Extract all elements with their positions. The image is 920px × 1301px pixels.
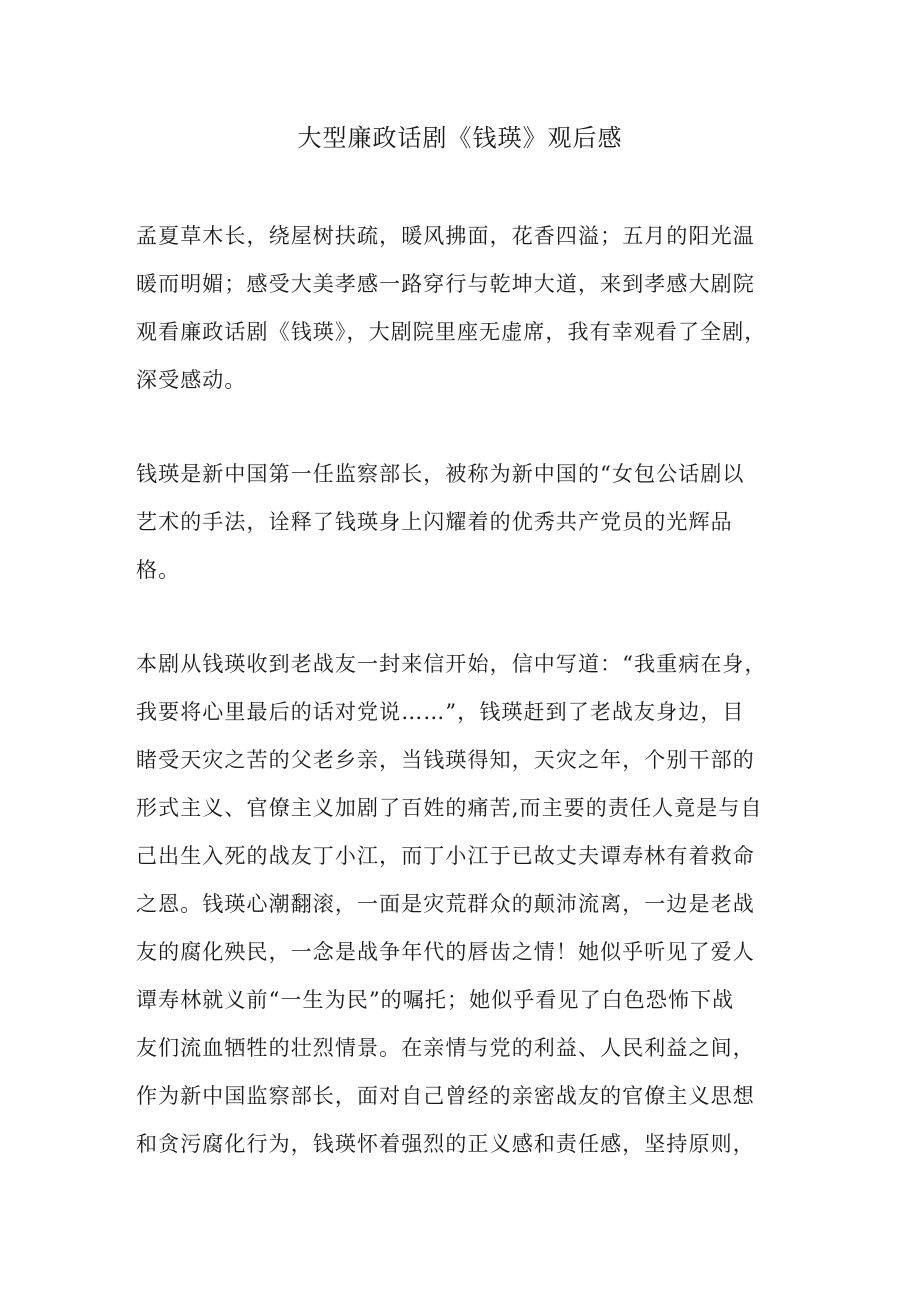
paragraph-line: 本剧从钱瑛收到老战友一封来信开始，信中写道：“我重病在身，: [136, 652, 767, 676]
paragraph-line: 友们流血牺牲的壮烈情景。在亲情与党的利益、人民利益之间，: [136, 1036, 755, 1060]
paragraph-line: 友的腐化殃民，一念是战争年代的唇齿之情！她似乎听见了爱人: [136, 940, 755, 964]
paragraph-line: 钱瑛是新中国第一任监察部长，被称为新中国的“女包公话剧以: [136, 462, 745, 486]
paragraph-line: 和贪污腐化行为，钱瑛怀着强烈的正义感和责任感，坚持原则，: [136, 1132, 755, 1156]
paragraph-line: 深受感动。: [136, 368, 247, 392]
paragraph-line: 我要将心里最后的话对党说……”，钱瑛赶到了老战友身边，目: [136, 700, 745, 724]
paragraph-2: [136, 450, 796, 594]
paragraph-line: 孟夏草木长，绕屋树扶疏，暖风拂面，花香四溢；五月的阳光温: [136, 224, 755, 248]
paragraph-line: 格。: [136, 558, 181, 582]
paragraph-line: 暖而明媚；感受大美孝感一路穿行与乾坤大道，来到孝感大剧院: [136, 272, 755, 296]
paragraph-line: 作为新中国监察部长，面对自己曾经的亲密战友的官僚主义思想: [136, 1084, 755, 1108]
paragraph-line: 之恩。钱瑛心潮翻滚，一面是灾荒群众的颠沛流离，一边是老战: [136, 892, 755, 916]
paragraph-3: [136, 640, 796, 1168]
paragraph-line: 艺术的手法，诠释了钱瑛身上闪耀着的优秀共产党员的光辉品: [136, 510, 733, 534]
document-title: 大型廉政话剧《钱瑛》观后感: [297, 124, 623, 152]
paragraph-line: 睹受天灾之苦的父老乡亲，当钱瑛得知，天灾之年，个别干部的: [136, 748, 755, 772]
paragraph-line: 谭寿林就义前“一生为民”的嘱托；她似乎看见了白色恐怖下战: [136, 988, 735, 1012]
paragraph-1: [136, 212, 796, 404]
paragraph-line: 己出生入死的战友丁小江，而丁小江于已故丈夫谭寿林有着救命: [136, 844, 755, 868]
paragraph-line: 形式主义、官僚主义加剧了百姓的痛苦,而主要的责任人竟是与自: [136, 796, 763, 820]
paragraph-line: 观看廉政话剧《钱瑛》，大剧院里座无虚席，我有幸观看了全剧，: [136, 320, 767, 344]
